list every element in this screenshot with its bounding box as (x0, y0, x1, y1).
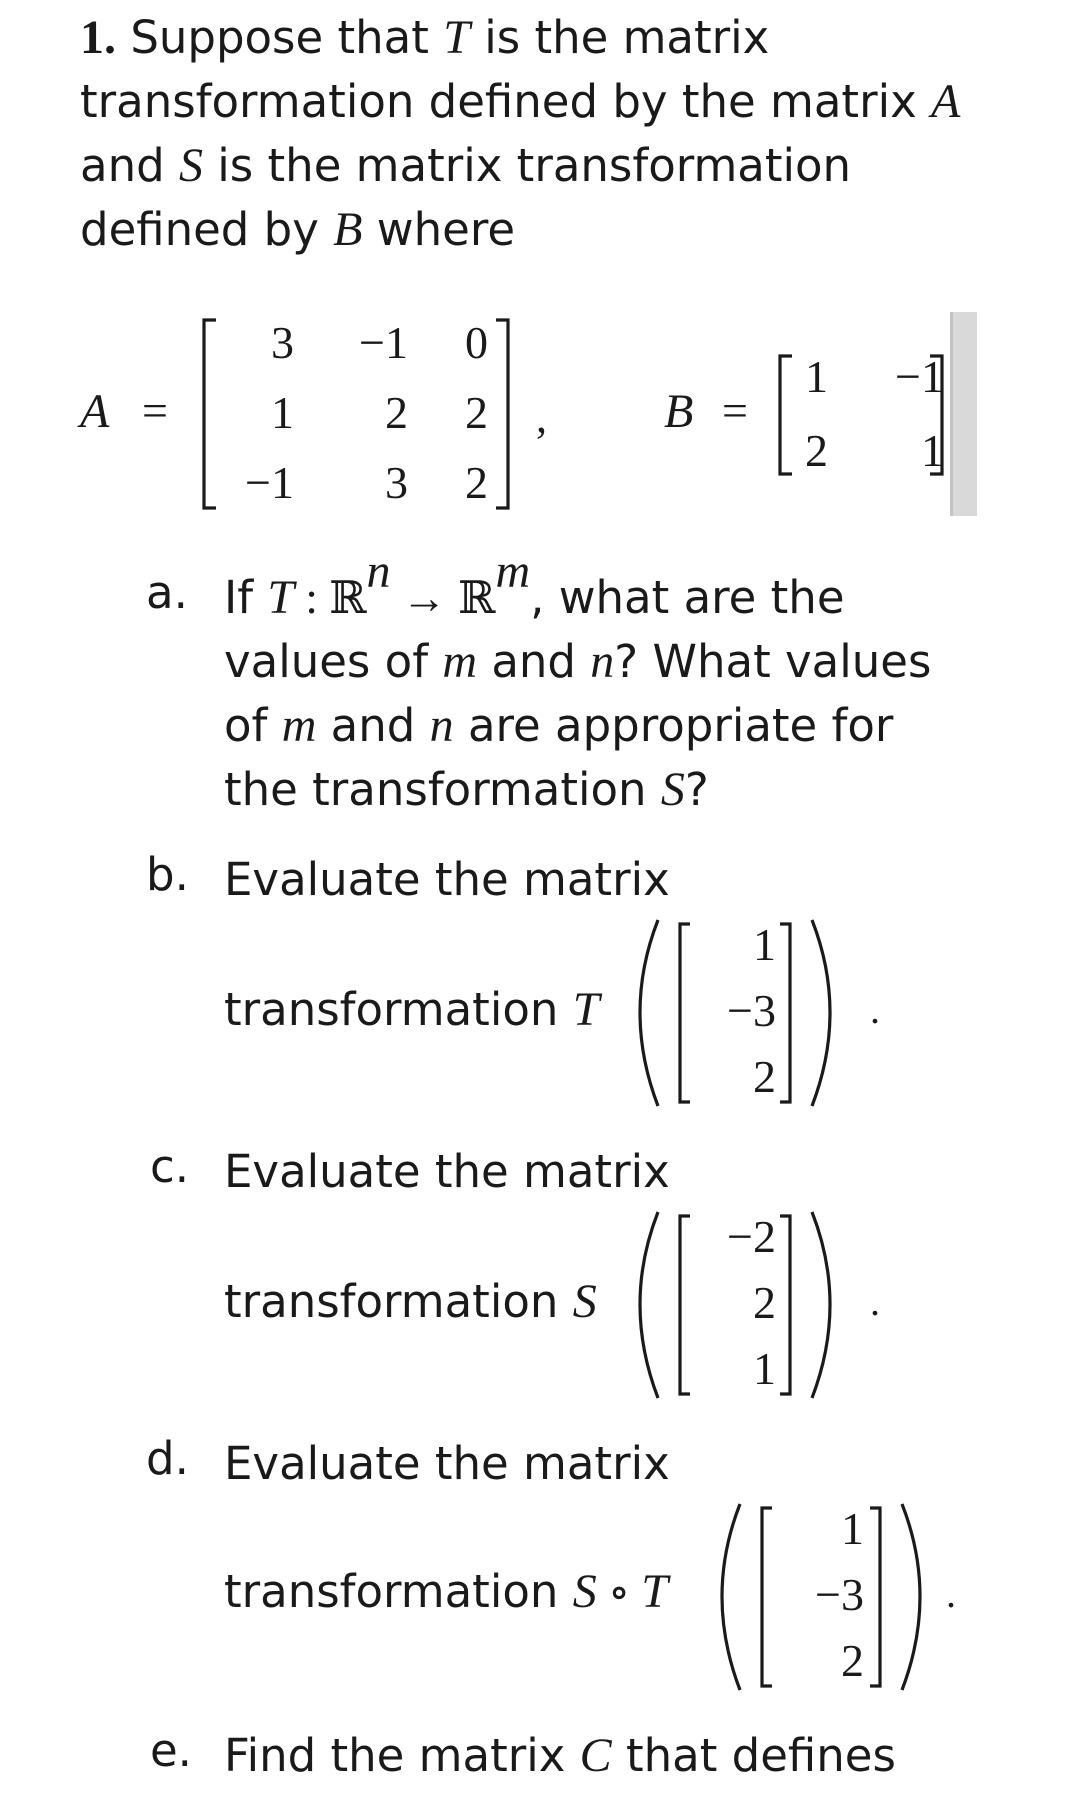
part-d-period: . (946, 1571, 956, 1616)
matrix-a-cell: 2 (465, 387, 488, 438)
matrix-a-cell: 3 (385, 457, 408, 508)
part-c-period: . (870, 1279, 880, 1324)
part-e-label: e. (150, 1724, 192, 1777)
matrix-a-cell: 3 (271, 317, 294, 368)
part-d-line-1: Evaluate the matrix (224, 1437, 670, 1490)
part-b-vector-entry: 1 (753, 919, 776, 970)
part-d-vector-entry: 1 (841, 1503, 864, 1554)
part-d-operator-t: T (641, 1565, 668, 1618)
part-d-line-2: transformation S ∘ T (224, 1565, 668, 1618)
matrix-b-cell: −1 (895, 351, 944, 402)
matrix-a-name: A (80, 385, 110, 438)
part-d-label: d. (146, 1432, 189, 1485)
matrix-a-equals: = (142, 385, 168, 436)
part-b-vector-entry: −3 (727, 985, 776, 1036)
part-b-line-1: Evaluate the matrix (224, 853, 670, 906)
part-b-period: . (870, 987, 880, 1032)
part-b-line-2: transformation T (224, 983, 600, 1036)
part-e-line-1: Find the matrix C that defines (224, 1729, 896, 1782)
matrix-b-cell: 2 (805, 425, 828, 476)
matrix-b-cell: 1 (921, 425, 944, 476)
matrix-a-cell: 0 (465, 317, 488, 368)
part-d-operator-s: S (572, 1565, 597, 1618)
matrix-a-cell: 1 (271, 387, 294, 438)
part-c-line-2: transformation S (224, 1275, 597, 1328)
intro-line-1: 1. Suppose that T is the matrix (80, 11, 770, 64)
matrix-b-name: B (664, 385, 694, 438)
part-b-vector-entry: 2 (753, 1051, 776, 1102)
matrix-a-cell: −1 (245, 457, 294, 508)
part-d-vector-entry: −3 (815, 1569, 864, 1620)
part-c-vector-entry: 2 (753, 1277, 776, 1328)
matrix-b-cell: 1 (805, 351, 828, 402)
matrix-a-cell: −1 (359, 317, 408, 368)
part-d-compose-symbol: ∘ (596, 1567, 642, 1617)
part-b-label: b. (146, 848, 189, 901)
problem-number: 1. (80, 11, 116, 64)
part-a-line-1: If T : ℝ$^n$ → ℝ$^m$, what are the (224, 545, 845, 624)
part-c-vector-entry: 1 (753, 1343, 776, 1394)
part-c-line-1: Evaluate the matrix (224, 1145, 670, 1198)
matrix-separator: , (536, 393, 547, 442)
part-b-operator: T (572, 983, 600, 1036)
intro-line-3: and S is the matrix transformation (80, 139, 852, 192)
part-a-line-2: values of m and n? What values (224, 635, 932, 688)
intro-line-2: transformation defined by the matrix A (80, 75, 961, 128)
part-c-operator: S (572, 1275, 597, 1328)
part-d-vector-entry: 2 (841, 1635, 864, 1686)
matrix-a-cell: 2 (465, 457, 488, 508)
matrix-b-equals: = (722, 385, 748, 436)
part-c-vector-entry: −2 (727, 1211, 776, 1262)
matrix-a-cell: 2 (385, 387, 408, 438)
part-a-line-4: the transformation S? (224, 763, 709, 816)
part-c-label: c. (150, 1140, 190, 1193)
part-a-label: a. (146, 566, 188, 619)
part-a-line-3: of m and n are appropriate for (224, 699, 894, 752)
intro-line-4: defined by B where (80, 203, 516, 256)
